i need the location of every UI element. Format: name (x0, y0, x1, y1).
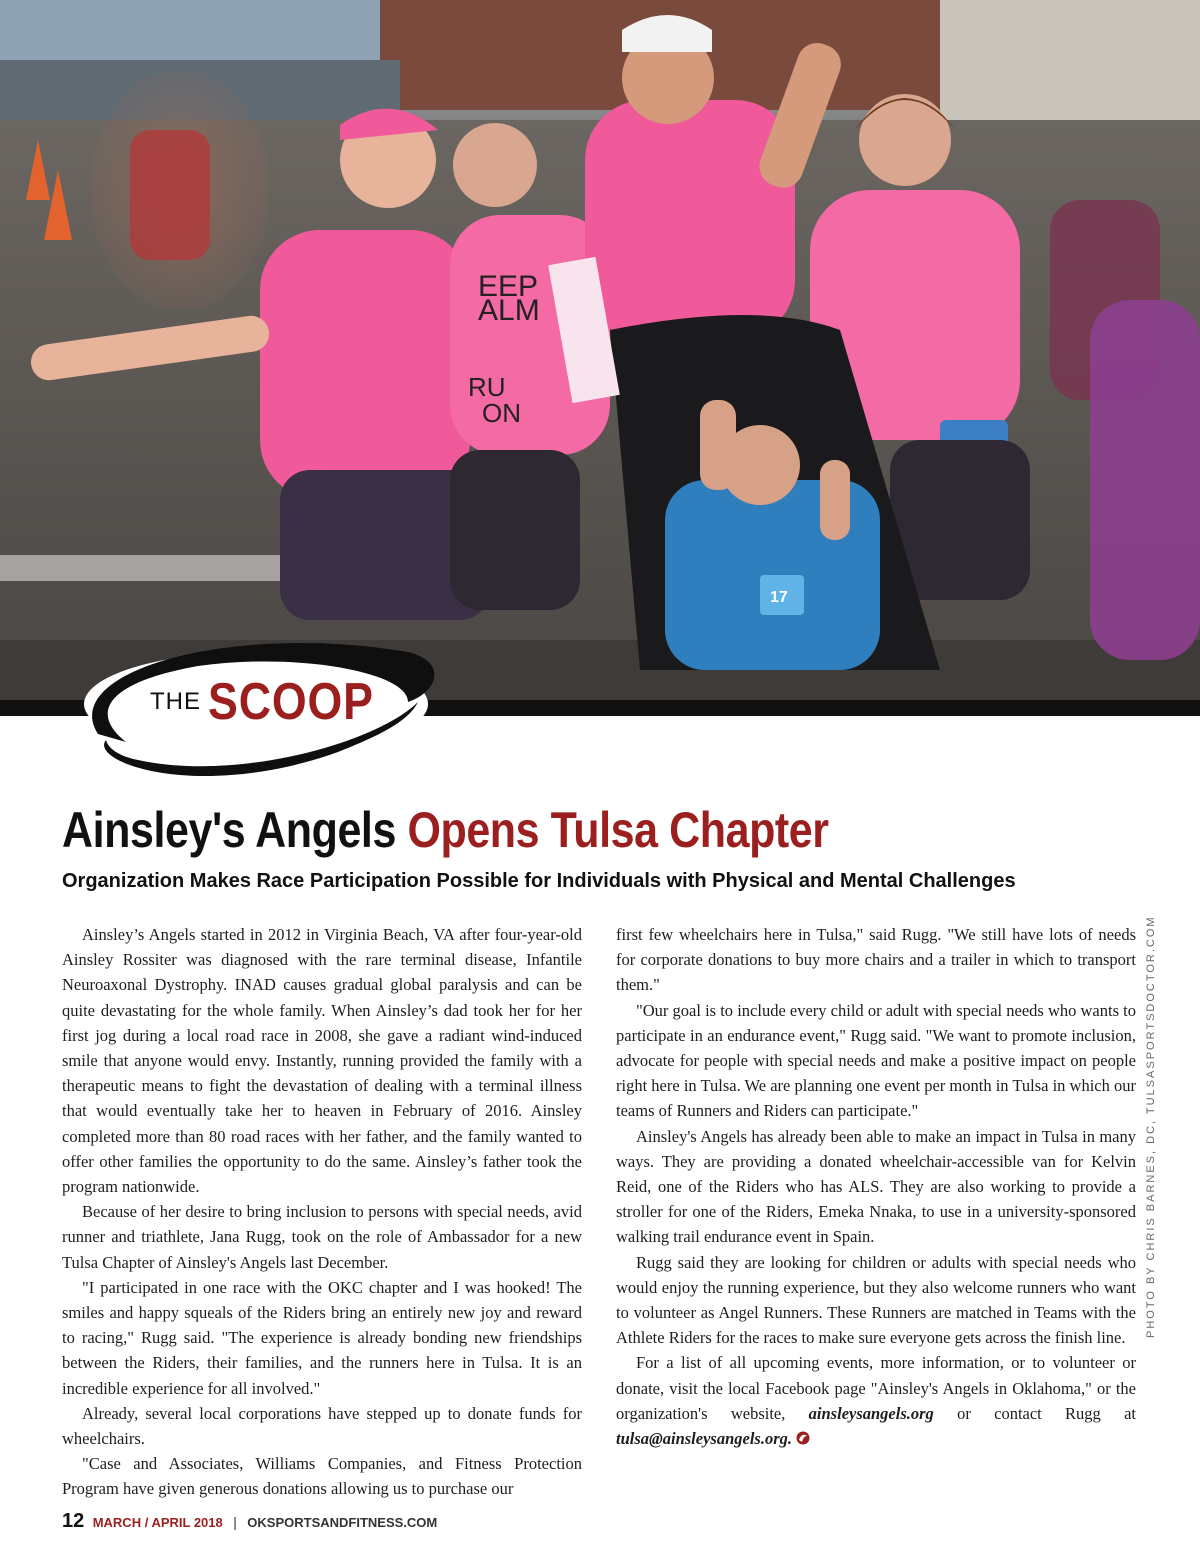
paragraph: "Our goal is to include every child or adult with special needs who wants to participate in an endurance event," Rugg said. "We want to promote inclusion, advocate for people with special needs and make a positive impact on people right here in Tulsa. We are planning one event per month in Tulsa in which our teams of Runners and Riders can participate." (616, 1000, 1136, 1121)
footer-website: OKSPORTSANDFITNESS.COM (247, 1515, 438, 1530)
article-column-left (62, 922, 582, 1502)
end-mark-icon (796, 1431, 810, 1445)
paragraph: Rugg said they are looking for children or adults with special needs who would enjoy the running experience, but they also welcome runners who want to volunteer as Angel Runners. These Runners are matched in Teams with the Athlete Riders for the races to make sure everyone gets across the finish line. (616, 1252, 1136, 1348)
paragraph: Ainsley's Angels has already been able to make an impact in Tulsa in many ways. They are providing a donated wheelchair-accessible van for Kelvin Reid, one of the Riders who has ALS. They are also working to provide a stroller for one of the Riders, Emeka Nnaka, to use in a university-sponsored walking trail endurance event in Spain. (616, 1126, 1136, 1247)
hero-photo (0, 0, 1200, 700)
paragraph: "I participated in one race with the OKC chapter and I was hooked! The smiles and happy squeals of the Riders bring an entirely new joy and reward to racing," Rugg said. "The experience is already bonding new friendships between the Riders, their families, and the runners here in Tulsa. It is an incredible experience for all involved." (62, 1277, 582, 1398)
page-footer (62, 1510, 437, 1533)
paragraph: "Case and Associates, Williams Companies, and Fitness Protection Program have given generous donations allowing us to purchase our (62, 1454, 582, 1499)
race-photo-illustration (0, 0, 1200, 700)
paragraph-continued: first few wheelchairs here in Tulsa," said Rugg. "We still have lots of needs for corporate donations to buy more chairs and a trailer in which to transport them." (616, 925, 1136, 995)
paragraph: Ainsley’s Angels started in 2012 in Virginia Beach, VA after four-year-old Ainsley Rossiter was diagnosed with the rare terminal disease, Infantile Neuroaxonal Dystrophy. INAD causes gradual global paralysis and can be quite devastating for the whole family. When Ainsley’s dad took her for her first jog during a local road race in 2008, she gave a radiant wind-induced smile that anyone would envy. Instantly, running provided the family with a therapeutic means to fight the devastation of dealing with a terminal illness that would eventually take her to heaven in February of 2016. Ainsley completed more than 80 road races with her father, and the family wanted to offer other families the opportunity to do the same. Ainsley’s father took the program nationwide. (62, 925, 582, 1197)
shirt-text-4: ON (482, 398, 521, 428)
closing-text-b: or contact Rugg at (933, 1403, 1137, 1423)
shirt-text-1: EEP (478, 270, 539, 303)
shirt-text-3: RU (468, 372, 506, 402)
article-column-right (616, 922, 1136, 1451)
bib-number-2: 17 (770, 589, 788, 606)
section-label-scoop: SCOOP (208, 673, 374, 731)
issue-date: MARCH / APRIL 2018 (92, 1515, 223, 1530)
article-headline (62, 800, 829, 860)
headline-part-2: Opens Tulsa Chapter (407, 802, 829, 858)
page-number: 12 (62, 1510, 85, 1532)
photo-credit: PHOTO BY CHRIS BARNES, DC, TULSASPORTSDOCTOR.COM (1145, 915, 1157, 1338)
footer-separator: | (233, 1514, 237, 1530)
closing-text-a: For a list of all upcoming events, more information, or to volunteer or donate, visit the local Facebook page "Ainsley's Angels in Oklahoma," or the organization's website, (616, 1353, 1136, 1423)
section-label-the: THE (150, 688, 201, 715)
headline-part-1: Ainsley's Angels (62, 802, 396, 858)
paragraph: Already, several local corporations have stepped up to donate funds for wheelchairs. (62, 1403, 582, 1449)
paragraph: Because of her desire to bring inclusion to persons with special needs, avid runner and triathlete, Jana Rugg, took on the role of Ambassador for a new Tulsa Chapter of Ainsley's Angels last December. (62, 1202, 582, 1272)
article-subheadline: Organization Makes Race Participation Possible for Individuals with Physical and Mental Challenges (62, 870, 1016, 892)
email-link[interactable]: tulsa@ainsleysangels.org. (616, 1429, 793, 1449)
website-link[interactable]: ainsleysangels.org (808, 1403, 934, 1423)
shirt-text-2: ALM (478, 294, 540, 327)
closing-paragraph (616, 1350, 1136, 1451)
